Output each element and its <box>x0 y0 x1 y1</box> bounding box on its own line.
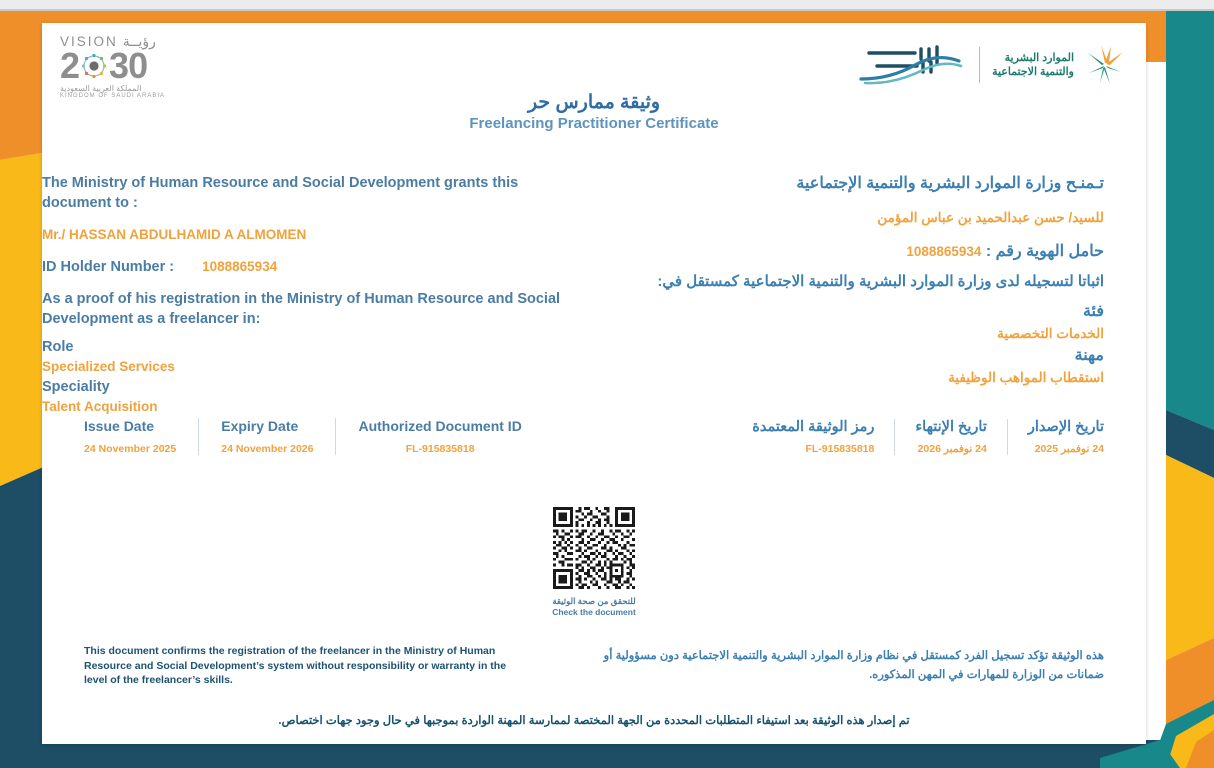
freelance-logo-icon <box>855 39 967 91</box>
id-label-en: ID Holder Number : <box>42 259 175 275</box>
vision-2030-logo <box>60 33 180 99</box>
vision-word: VISION <box>60 33 118 49</box>
holder-name-ar: للسيد/ حسن عبدالحميد بن عباس المؤمن <box>877 210 1104 225</box>
id-value-ar: 1088865934 <box>906 244 982 259</box>
issue-date-value-en: 24 November 2025 <box>84 443 177 455</box>
hrsd-brand <box>992 43 1128 87</box>
expiry-date-label-ar: تاريخ الإنتهاء <box>915 419 987 435</box>
grant-line-ar: تـمنـح وزارة الموارد البشرية والتنمية الإجتماعية <box>796 175 1104 192</box>
qr-code-icon[interactable] <box>553 507 635 589</box>
expiry-date-label-en: Expiry Date <box>221 418 299 434</box>
issue-date-label-ar: تاريخ الإصدار <box>1027 419 1104 435</box>
qr-caption-ar: للتحقق من صحة الوثيقة <box>552 596 636 606</box>
hrsd-logo-group <box>855 39 1128 91</box>
expiry-date-value-ar: 24 نوفمبر 2026 <box>917 443 987 455</box>
proof-line-en: As a proof of his registration in the Ministry of Human Resource and Social Development as a freelancer in: <box>42 291 561 327</box>
document-id-label-ar: رمز الوثيقة المعتمدة <box>752 419 875 435</box>
vision-palm-burst-icon <box>79 51 109 81</box>
date-column-issue-ar <box>1008 419 1104 455</box>
document-id-value-ar: FL-915835818 <box>805 443 875 455</box>
qr-caption-en: Check the document <box>552 607 636 617</box>
vision-subtitle-en: KINGDOM OF SAUDI ARABIA <box>60 93 166 99</box>
id-label-ar: حامل الهوية رقم : <box>985 243 1104 260</box>
hrsd-palm-star-icon <box>1082 43 1128 87</box>
date-column-docid-en <box>335 418 543 455</box>
id-value-en: 1088865934 <box>202 259 278 274</box>
proof-line-ar: اثباتا لتسجيله لدى وزارة الموارد البشرية والتنمية الاجتماعية كمستقل في: <box>657 273 1104 290</box>
issue-date-value-ar: 24 نوفمبر 2025 <box>1034 443 1104 455</box>
speciality-value-ar: استقطاب المواهب الوظيفية <box>948 370 1104 385</box>
hrsd-line-1: الموارد البشرية <box>1004 52 1074 64</box>
date-column-docid-ar <box>732 419 895 455</box>
date-column-expiry-en <box>198 418 335 455</box>
vision-number: 2 3 0 <box>60 45 148 86</box>
id-holder-row-en <box>42 257 562 277</box>
vision-word-ar: رؤيــة <box>122 32 156 49</box>
document-id-label-en: Authorized Document ID <box>358 418 522 434</box>
page-title-en: Freelancing Practitioner Certificate <box>469 115 719 132</box>
dates-table-en <box>42 418 544 455</box>
certificate-card <box>42 23 1146 744</box>
id-holder-row-ar <box>586 241 1104 263</box>
date-column-issue-en <box>84 418 198 455</box>
speciality-value-en: Talent Acquisition <box>42 399 158 414</box>
role-value-en: Specialized Services <box>42 359 175 374</box>
speciality-label-ar: مهنة <box>1074 347 1104 364</box>
hrsd-line-2: والتنمية الاجتماعية <box>992 66 1074 78</box>
english-body <box>42 173 562 417</box>
qr-block <box>42 507 1146 617</box>
document-id-value-en: FL-915835818 <box>405 443 475 455</box>
holder-name-en: Mr./ HASSAN ABDULHAMID A ALMOMEN <box>42 227 307 242</box>
page-title-ar: وثيقة ممارس حر <box>527 92 661 113</box>
logo-separator <box>979 47 980 83</box>
footer-disclaimer-ar: هذه الوثيقة تؤكد تسجيل الفرد كمستقل في نظام وزارة الموارد البشرية والتنمية الاجتماعية دون مسؤولية أو ضمانات من الوزارة للمهارات في المهن المذكوره. <box>603 650 1104 681</box>
date-column-expiry-ar <box>895 419 1008 455</box>
role-label-ar: فئة <box>1082 303 1104 320</box>
role-label-en: Role <box>42 339 74 355</box>
title-block <box>42 91 1146 132</box>
footer-note-ar: تم إصدار هذه الوثيقة بعد استيفاء المتطلبات المحددة من الجهة المختصة لممارسة المهنة الواردة بموجبها في حال وجود جهات اختصاص. <box>278 715 910 727</box>
dates-table-ar <box>732 419 1146 455</box>
footer-disclaimer-en: This document confirms the registration of the freelancer in the Ministry of Human Resource and Social Development’s system without responsibility or warranty in the level of the freelancer’s skills. <box>84 645 507 686</box>
speciality-label-en: Speciality <box>42 379 110 395</box>
role-value-ar: الخدمات التخصصية <box>997 326 1104 341</box>
grant-line-en: The Ministry of Human Resource and Social Development grants this document to : <box>42 175 519 211</box>
vision-subtitle-ar: المملكة العربية السعودية <box>60 84 142 93</box>
expiry-date-value-en: 24 November 2026 <box>221 443 314 455</box>
issue-date-label-en: Issue Date <box>84 418 155 434</box>
arabic-body <box>586 173 1146 389</box>
